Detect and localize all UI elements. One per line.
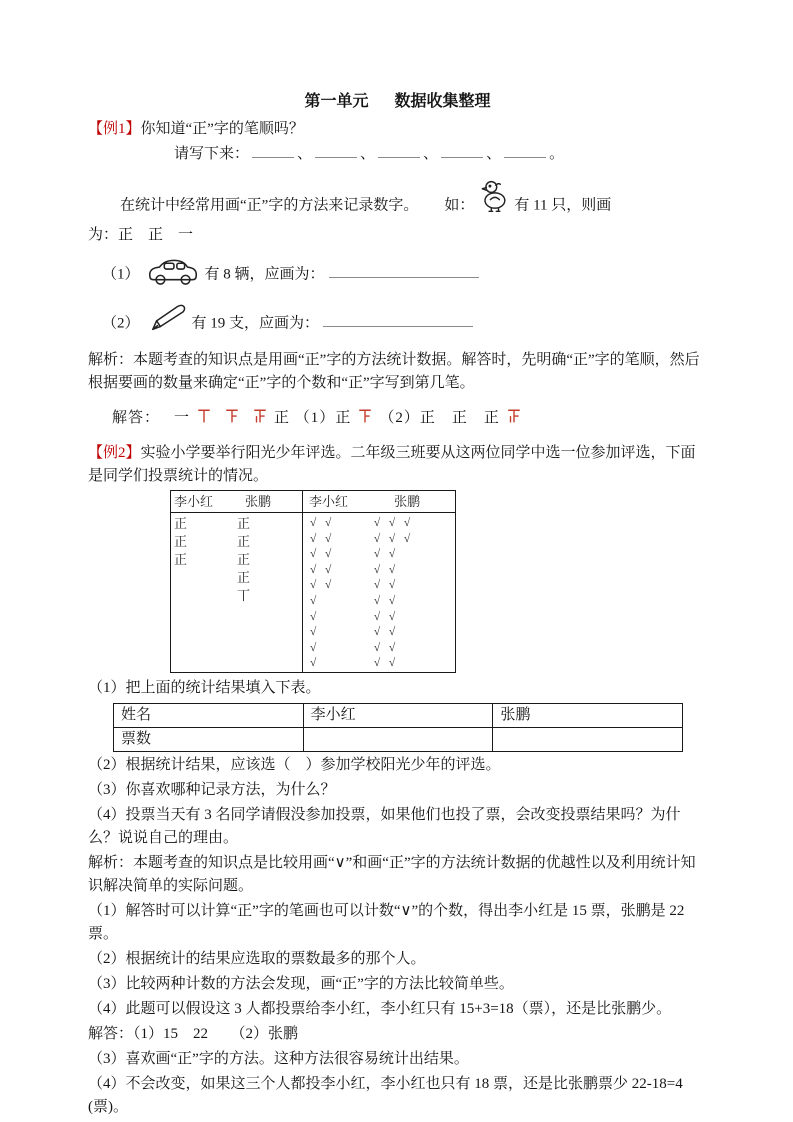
- check-mark: √: [373, 579, 381, 592]
- tally-zheng-mark: 正: [237, 516, 251, 531]
- table-row: [114, 728, 683, 752]
- check-mark: √: [310, 563, 317, 576]
- check-mark: √: [310, 626, 317, 639]
- example2-intro: [88, 442, 707, 488]
- zhangpeng-checks-cell: [370, 608, 404, 624]
- zhangpeng-checks-cell: [370, 576, 404, 592]
- check-mark: √: [325, 548, 332, 561]
- zhangpeng-checks-cell: [370, 654, 404, 670]
- analysis-point-1: （1）解答时可以计算“正”字的笔画也可以计数“∨”的个数，得出李小红是 15 票，张鹏是 22 票。: [88, 903, 685, 942]
- vote-tally-table: [170, 490, 456, 673]
- tally-right-header: [303, 491, 455, 513]
- tally-zheng-mark: 正: [237, 570, 251, 585]
- tally-zheng-mark: 正: [174, 534, 188, 549]
- check-mark: √: [325, 517, 332, 529]
- answer1-zheng: 正: [335, 410, 352, 426]
- check-mark: √: [373, 626, 381, 639]
- item1-text: 有 8 辆，应画为：: [204, 266, 325, 283]
- table-row: [114, 704, 683, 728]
- lixiaohong-checks-cell: [303, 545, 370, 561]
- analysis-label: 解析：: [88, 352, 134, 368]
- tally-zheng-mark: 正: [174, 552, 188, 567]
- check-mark: √: [388, 657, 396, 670]
- check-mark: √: [388, 548, 396, 561]
- check-mark: √: [310, 579, 317, 592]
- answer1-number: （1）: [294, 410, 336, 426]
- votes-zhangpeng-cell: [493, 728, 683, 752]
- header-lixiaohong-cell: 李小红: [303, 704, 493, 728]
- example1-answer-line: [88, 407, 707, 430]
- check-mark: √: [310, 594, 317, 607]
- check-mark-row: [303, 545, 455, 561]
- check-mark: √: [325, 532, 332, 545]
- check-mark-row: [303, 608, 455, 624]
- example2-analysis: [88, 852, 707, 898]
- tally-left-body: [171, 513, 302, 605]
- tally-left-header: [171, 491, 302, 513]
- check-mark-row: [303, 639, 455, 655]
- lixiaohong-checks-cell: [303, 639, 370, 655]
- check-mark-row: [303, 576, 455, 592]
- check-mark: √: [310, 548, 317, 561]
- tally-3-stroke-icon: [358, 407, 372, 424]
- check-mark: √: [310, 532, 317, 545]
- check-mark: √: [388, 579, 396, 592]
- check-mark-row: [303, 623, 455, 639]
- check-mark: √: [388, 594, 396, 607]
- example1-analysis: [88, 349, 707, 395]
- tally-intro-line1: [88, 188, 707, 224]
- pen-icon: [146, 301, 188, 335]
- stroke-blank-1: [252, 144, 294, 158]
- candidate-zhangpeng-label: 张鹏: [394, 493, 421, 509]
- zhangpeng-checks-cell: [370, 592, 404, 608]
- separator: 、: [486, 146, 502, 162]
- question-3: （3）你喜欢哪种记录方法，为什么？: [88, 782, 336, 798]
- tally-4-stroke-icon: [253, 407, 267, 424]
- example2-tag: 【例2】: [88, 445, 141, 461]
- candidate-zhangpeng-label: 张鹏: [245, 493, 272, 509]
- tally-zheng-mark: 丅: [237, 588, 251, 603]
- page-title: [88, 90, 707, 113]
- question-1: （1）把上面的统计结果填入下表。: [88, 680, 321, 696]
- write-prompt: 请写下来：: [174, 146, 250, 162]
- bird-count-text: 有 11 只，则画: [514, 197, 612, 214]
- analysis-text: 本题考查的知识点是比较用画“∨”和画“正”字的方法统计数据的优越性以及利用统计知识解决简单的实际问题。: [88, 855, 696, 894]
- stroke-blank-5: [504, 144, 546, 158]
- stroke-blank-4: [441, 144, 483, 158]
- item1-number: （1）: [102, 266, 140, 283]
- check-mark: √: [373, 657, 381, 670]
- check-mark: √: [403, 517, 411, 529]
- check-mark-rows: [303, 513, 455, 670]
- lixiaohong-checks-cell: [303, 592, 370, 608]
- vote-result-table: [113, 703, 683, 752]
- topic-title: 数据收集整理: [394, 93, 491, 110]
- check-mark: √: [388, 610, 396, 623]
- unit-title: 第一单元: [304, 93, 369, 110]
- check-mark: √: [388, 532, 396, 545]
- tally-zheng-mark: 正: [237, 552, 251, 567]
- answer2-zheng: 正 正 正: [419, 410, 500, 426]
- check-mark: √: [373, 594, 381, 607]
- item2-number: （2）: [102, 315, 140, 332]
- tally-zheng-mark: 正: [237, 534, 251, 549]
- tally-zheng-mark: 正: [174, 516, 188, 531]
- period: 。: [549, 146, 565, 162]
- stroke-blank-2: [315, 144, 357, 158]
- header-name-cell: 姓名: [114, 704, 304, 728]
- tally-zheng-section: [171, 491, 303, 672]
- analysis-point-2: （2）根据统计的结果应选取的票数最多的那个人。: [88, 951, 426, 967]
- example2-answer-line4: （4）不会改变，如果这三个人都投李小红，李小红也只有 18 票，还是比张鹏票少 22-18=4(票)。: [88, 1076, 683, 1115]
- zheng-full-mark: 正: [274, 410, 291, 426]
- item2-line: [88, 307, 707, 341]
- lixiaohong-checks-cell: [303, 561, 370, 577]
- questions-and-answers: [88, 754, 707, 1119]
- zhangpeng-zheng-column: [235, 515, 250, 605]
- analysis-label: 解析：: [88, 855, 134, 871]
- check-mark-row: [303, 514, 455, 530]
- zhangpeng-checks-cell: [370, 623, 404, 639]
- tally-intro-block: [88, 188, 707, 247]
- separator: 、: [360, 146, 376, 162]
- item1-answer-blank: [329, 264, 479, 278]
- stroke-order-blanks-line: [88, 143, 707, 166]
- example2-answer-line3: （3）喜欢画“正”字的方法。这种方法很容易统计出结果。: [88, 1051, 469, 1067]
- intro-text: 在统计中经常用画“正”字的方法来记录数字。: [120, 197, 419, 214]
- check-mark-row: [303, 592, 455, 608]
- example2-intro-text: 实验小学要举行阳光少年评选。二年级三班要从这两位同学中选一位参加评选，下面是同学们投票统计的情况。: [88, 445, 696, 484]
- item2-text: 有 19 支，应画为：: [191, 315, 320, 332]
- check-mark: √: [373, 548, 381, 561]
- check-mark: √: [388, 641, 396, 654]
- zhangpeng-checks-cell: [370, 514, 419, 530]
- check-mark-row: [303, 530, 455, 546]
- lixiaohong-checks-cell: [303, 623, 370, 639]
- check-mark: √: [373, 610, 381, 623]
- check-mark: √: [310, 657, 317, 670]
- example1-question-line: [88, 118, 707, 141]
- answer2-number: （2）: [379, 410, 420, 426]
- lixiaohong-zheng-column: [171, 515, 235, 605]
- check-mark: √: [310, 610, 317, 623]
- example1-question: 你知道“正”字的笔顺吗？: [140, 121, 304, 137]
- bird-icon: [476, 178, 512, 214]
- votes-lixiaohong-cell: [303, 728, 493, 752]
- zhangpeng-checks-cell: [370, 530, 419, 546]
- check-mark-row: [303, 654, 455, 670]
- votes-label-cell: 票数: [114, 728, 304, 752]
- analysis-text: 本题考查的知识点是用画“正”字的方法统计数据。解答时，先明确“正”字的笔顺，然后根据要画的数量来确定“正”字的个数和“正”字写到第几笔。: [88, 352, 700, 391]
- check-mark: √: [310, 517, 317, 529]
- stroke1-mark: 一: [174, 410, 191, 426]
- check-mark: √: [373, 517, 381, 529]
- check-mark: √: [388, 626, 396, 639]
- check-mark: √: [310, 641, 317, 654]
- check-mark: √: [388, 563, 396, 576]
- car-icon: [144, 255, 202, 287]
- candidate-lixiaohong-label: 李小红: [309, 493, 349, 509]
- tally-2-stroke-icon: [197, 407, 211, 424]
- answer-label: 解答：: [112, 410, 161, 426]
- zhangpeng-checks-cell: [370, 561, 404, 577]
- like-label: 如：: [444, 197, 475, 214]
- check-mark: √: [373, 641, 381, 654]
- question-4: （4）投票当天有 3 名同学请假没参加投票，如果他们也投了票，会改变投票结果吗？为什么？说说自己的理由。: [88, 807, 681, 846]
- lixiaohong-checks-cell: [303, 576, 370, 592]
- example1-tag: 【例1】: [88, 121, 141, 137]
- lixiaohong-checks-cell: [303, 654, 370, 670]
- question-2: （2）根据统计结果，应该选（ ）参加学校阳光少年的评选。: [88, 757, 501, 773]
- stroke-blank-3: [378, 144, 420, 158]
- tally-intro-line2: 为：正 正 一: [88, 227, 194, 243]
- check-mark: √: [373, 532, 381, 545]
- check-mark: √: [325, 563, 332, 576]
- lixiaohong-checks-cell: [303, 514, 370, 530]
- zhangpeng-checks-cell: [370, 639, 404, 655]
- separator: 、: [423, 146, 439, 162]
- example2-answer-line1: 解答：（1）15 22 （2）张鹏: [88, 1026, 299, 1042]
- analysis-point-3: （3）比较两种计数的方法会发现，画“正”字的方法比较简单些。: [88, 976, 514, 992]
- check-mark: √: [373, 563, 381, 576]
- header-zhangpeng-cell: 张鹏: [493, 704, 683, 728]
- lixiaohong-checks-cell: [303, 530, 370, 546]
- tally-check-section: [303, 491, 455, 672]
- tally-4-stroke-icon: [507, 407, 521, 424]
- item1-line: [88, 259, 707, 291]
- analysis-point-4: （4）此题可以假设这 3 人都投票给李小红，李小红只有 15+3=18（票），还是比张鹏少。: [88, 1001, 672, 1017]
- candidate-lixiaohong-label: 李小红: [174, 493, 214, 509]
- separator: 、: [297, 146, 313, 162]
- check-mark-row: [303, 561, 455, 577]
- zhangpeng-checks-cell: [370, 545, 404, 561]
- item2-answer-blank: [323, 313, 473, 327]
- lixiaohong-checks-cell: [303, 608, 370, 624]
- check-mark: √: [325, 579, 332, 592]
- tally-3-stroke-icon: [225, 407, 239, 424]
- check-mark: √: [403, 532, 411, 545]
- check-mark: √: [388, 517, 396, 529]
